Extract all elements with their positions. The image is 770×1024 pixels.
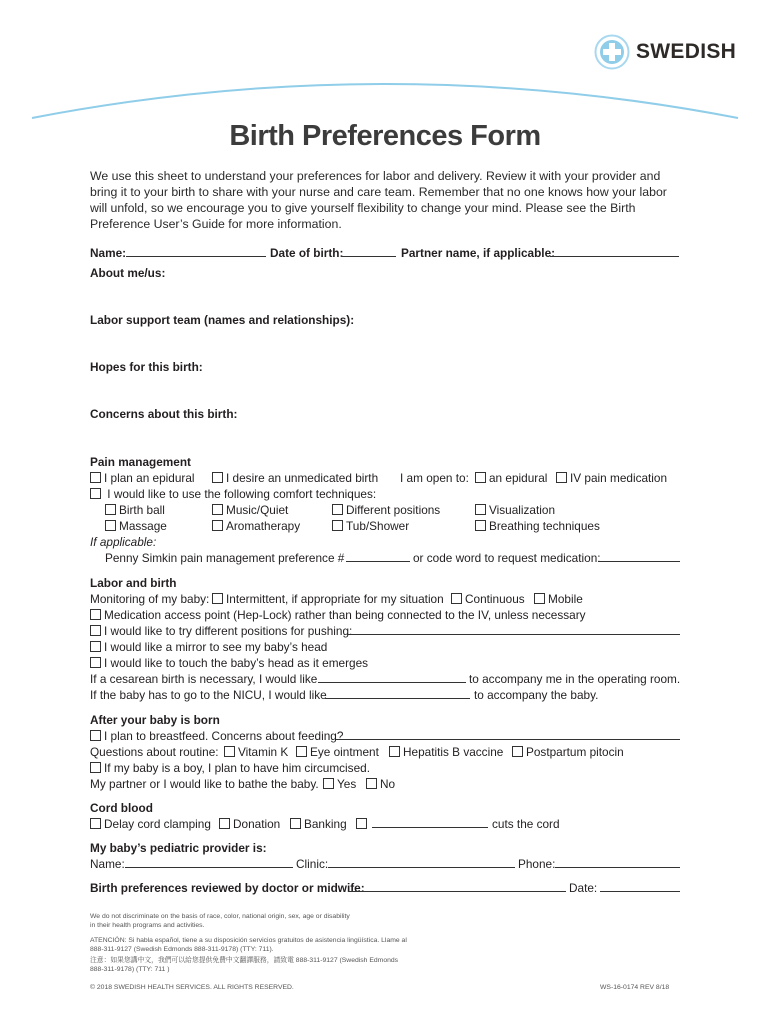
if-applicable-label: If applicable: <box>90 535 157 549</box>
support-team-label: Labor support team (names and relationships): <box>90 313 355 327</box>
ped-clinic-field[interactable] <box>328 856 515 868</box>
vitamin-k-option[interactable]: Vitamin K <box>224 744 288 760</box>
form-number: WS-16-0174 REV 8/18 <box>600 984 670 991</box>
checkbox[interactable] <box>556 472 567 483</box>
technique-tub[interactable]: Tub/Shower <box>332 518 409 534</box>
nicu-label: If the baby has to go to the NICU, I would like <box>90 688 327 702</box>
intermittent-option[interactable]: Intermittent, if appropriate for my situation <box>212 591 444 607</box>
concerns-label: Concerns about this birth: <box>90 407 238 421</box>
banking-option[interactable]: Banking <box>290 816 347 832</box>
open-to-label: I am open to: <box>400 471 469 485</box>
reviewed-label: Birth preferences reviewed by doctor or midwife: <box>90 881 365 895</box>
checkbox[interactable] <box>475 472 486 483</box>
hopes-label: Hopes for this birth: <box>90 360 203 374</box>
hep-lock-option[interactable]: Medication access point (Hep-Lock) rather than being connected to the IV, unless necessary <box>90 607 586 623</box>
breastfeed-option[interactable]: I plan to breastfeed. Concerns about feeding? <box>90 728 343 744</box>
ped-name-field[interactable] <box>125 856 293 868</box>
reviewed-field[interactable] <box>348 880 566 892</box>
code-word-label: or code word to request medication: <box>413 551 601 565</box>
cord-heading: Cord blood <box>90 801 153 815</box>
reviewed-date-field[interactable] <box>600 880 680 892</box>
labor-heading: Labor and birth <box>90 576 177 590</box>
delay-clamping-option[interactable]: Delay cord clamping <box>90 816 211 832</box>
positions-option[interactable]: I would like to try different positions for pushing: <box>90 623 352 639</box>
spanish-notice: ATENCIÓN: Si habla español, tiene a su disposición servicios gratuitos de asistencia lingüística. Llame al 888-311-9127 (Swedish Edmonds 888-311-9178) (TTY: 711). <box>90 937 407 953</box>
mobile-option[interactable]: Mobile <box>534 591 583 607</box>
code-word-field[interactable] <box>598 550 680 562</box>
checkbox[interactable] <box>212 472 223 483</box>
mirror-option[interactable]: I would like a mirror to see my baby’s head <box>90 639 327 655</box>
nondiscrimination-notice: We do not discriminate on the basis of race, color, national origin, sex, age or disability in their health programs and activities. <box>90 913 350 929</box>
checkbox[interactable] <box>90 488 101 499</box>
technique-positions[interactable]: Different positions <box>332 502 440 518</box>
cord-cutter-option[interactable] <box>356 816 370 832</box>
pitocin-option[interactable]: Postpartum pitocin <box>512 744 624 760</box>
cord-cutter-field[interactable] <box>372 816 488 828</box>
nicu-suffix: to accompany the baby. <box>474 688 599 702</box>
bathe-yes-option[interactable]: Yes <box>323 776 356 792</box>
technique-music[interactable]: Music/Quiet <box>212 502 288 518</box>
intro-paragraph: We use this sheet to understand your preferences for labor and delivery. Review it with your provider and bring it to your birth to share with your nurse and care team. Remember that no one knows how your labor will unfold, so we encourage you to give yourself flexibility to change your mind. Please see the Birth Preference User’s Guide for more information. <box>90 169 667 231</box>
page-title: Birth Preferences Form <box>229 120 541 152</box>
cesarean-label: If a cesarean birth is necessary, I would like <box>90 672 318 686</box>
bathe-no-option[interactable]: No <box>366 776 395 792</box>
checkbox[interactable] <box>90 472 101 483</box>
touch-option[interactable]: I would like to touch the baby’s head as it emerges <box>90 655 368 671</box>
epidural-option[interactable]: I plan an epidural <box>90 470 195 486</box>
after-heading: After your baby is born <box>90 713 220 727</box>
penny-label: Penny Simkin pain management preference # <box>105 551 345 565</box>
hep-b-option[interactable]: Hepatitis B vaccine <box>389 744 503 760</box>
comfort-option[interactable]: I would like to use the following comfort techniques: <box>90 486 376 502</box>
feeding-concerns-field[interactable] <box>336 728 680 740</box>
iv-medication-option[interactable]: IV pain medication <box>556 470 667 486</box>
pediatric-heading: My baby’s pediatric provider is: <box>90 841 267 855</box>
routine-label: Questions about routine: <box>90 745 219 759</box>
reviewed-date-label: Date: <box>569 881 598 895</box>
ped-clinic-label: Clinic: <box>296 857 329 871</box>
brand-name: SWEDISH <box>636 40 737 63</box>
circumcision-option[interactable]: If my baby is a boy, I plan to have him circumcised. <box>90 760 370 776</box>
partner-field[interactable] <box>550 245 679 257</box>
technique-breathing[interactable]: Breathing techniques <box>475 518 600 534</box>
monitoring-label: Monitoring of my baby: <box>90 592 210 606</box>
name-label: Name: <box>90 246 127 260</box>
technique-birth-ball[interactable]: Birth ball <box>105 502 165 518</box>
partner-label: Partner name, if applicable: <box>401 246 556 260</box>
cesarean-suffix: to accompany me in the operating room. <box>469 672 681 686</box>
pain-heading: Pain management <box>90 455 191 469</box>
continuous-option[interactable]: Continuous <box>451 591 525 607</box>
technique-aromatherapy[interactable]: Aromatherapy <box>212 518 300 534</box>
technique-visualization[interactable]: Visualization <box>475 502 555 518</box>
about-label: About me/us: <box>90 266 166 280</box>
bathe-label: My partner or I would like to bathe the baby. <box>90 777 319 791</box>
ped-name-label: Name: <box>90 857 125 871</box>
eye-ointment-option[interactable]: Eye ointment <box>296 744 379 760</box>
dob-field[interactable] <box>341 245 396 257</box>
an-epidural-option[interactable]: an epidural <box>475 470 547 486</box>
cesarean-field[interactable] <box>318 671 466 683</box>
chinese-notice: 注意：如果您講中文，我們可以給您提供免費中文翻譯服務，請致電 888-311-9127 (Swedish Edmonds 888-311-9178) (TTY: 711 ) <box>90 957 399 973</box>
unmedicated-option[interactable]: I desire an unmedicated birth <box>212 470 378 486</box>
penny-field[interactable] <box>346 550 410 562</box>
donation-option[interactable]: Donation <box>219 816 280 832</box>
ped-phone-field[interactable] <box>555 856 680 868</box>
copyright: © 2018 SWEDISH HEALTH SERVICES. ALL RIGHTS RESERVED. <box>90 984 294 991</box>
nicu-field[interactable] <box>325 687 470 699</box>
cuts-cord-label: cuts the cord <box>492 817 560 831</box>
dob-label: Date of birth: <box>270 246 344 260</box>
technique-massage[interactable]: Massage <box>105 518 167 534</box>
ped-phone-label: Phone: <box>518 857 556 871</box>
name-field[interactable] <box>126 245 266 257</box>
positions-field[interactable] <box>347 623 680 635</box>
